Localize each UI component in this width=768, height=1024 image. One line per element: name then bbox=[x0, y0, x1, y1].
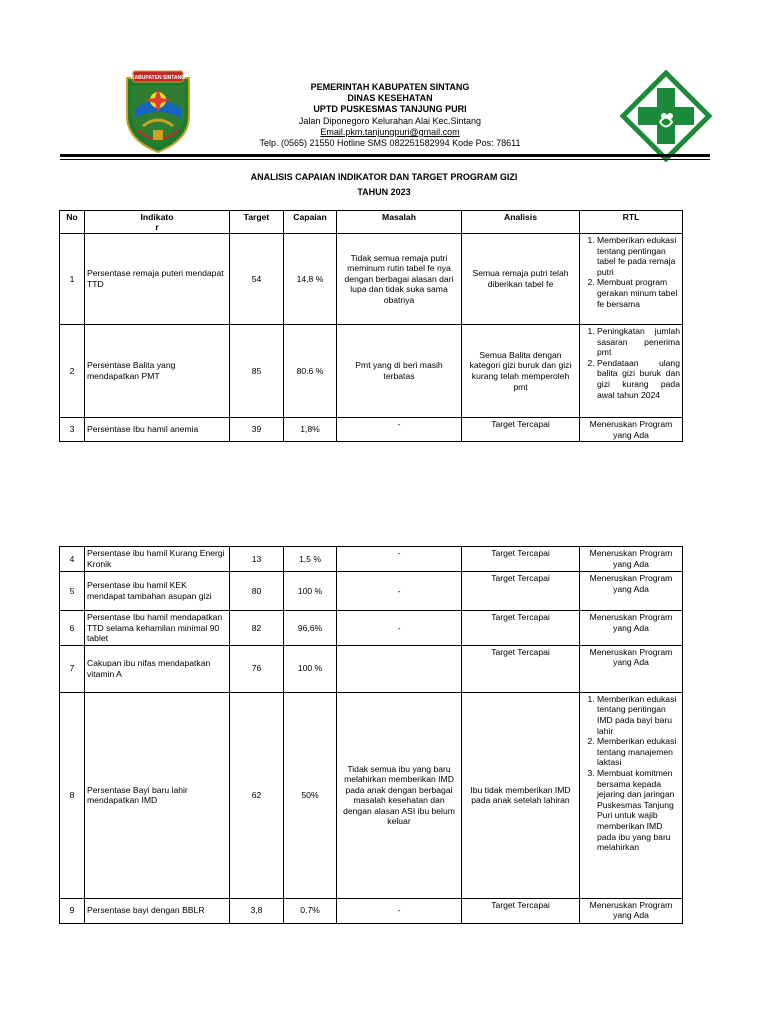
header-divider-thin bbox=[60, 159, 710, 160]
row-capaian: 1,8% bbox=[284, 418, 337, 442]
kabupaten-sintang-seal-icon bbox=[123, 68, 193, 154]
row-masalah bbox=[337, 645, 462, 692]
row-no: 4 bbox=[60, 547, 85, 572]
row-analisis: Target Tercapai bbox=[462, 572, 580, 611]
row-analisis: Target Tercapai bbox=[462, 611, 580, 646]
row-indikator: Persentase remaja puteri mendapat TTD bbox=[85, 234, 230, 325]
department-name: DINAS KESEHATAN bbox=[347, 93, 433, 104]
row-indikator: Persentase Balita yang mendapatkan PMT bbox=[85, 325, 230, 418]
rtl-item: 2. Memberikan edukasi tentang manajemen laktasi bbox=[597, 736, 680, 768]
row-capaian: 1,5 % bbox=[284, 547, 337, 572]
row-target: 39 bbox=[230, 418, 284, 442]
rtl-item: 1. Peningkatan jumlah sasaran penerima pmt bbox=[597, 326, 680, 358]
institution-name: UPTD PUSKESMAS TANJUNG PURI bbox=[313, 104, 467, 115]
column-header-target: Target bbox=[230, 211, 284, 234]
row-target: 54 bbox=[230, 234, 284, 325]
row-rtl: Meneruskan Program yang Ada bbox=[580, 547, 683, 572]
row-masalah: Tidak semua ibu yang baru melahirkan memberikan IMD pada anak dengan berbagai masalah kesehatan dan dengan alasan ASI ibu belum keluar bbox=[337, 692, 462, 898]
row-rtl: Meneruskan Program yang Ada bbox=[580, 645, 683, 692]
title-line-1: ANALISIS CAPAIAN INDIKATOR DAN TARGET PROGRAM GIZI bbox=[250, 172, 518, 182]
row-capaian: 50% bbox=[284, 692, 337, 898]
row-analisis: Semua Balita dengan kategori gizi buruk dan gizi kurang telah memperoleh pmt bbox=[462, 325, 580, 418]
rtl-item: 1. Memberikan edukasi tentang pentingan tabel fe pada remaja putri bbox=[597, 235, 680, 277]
row-no: 6 bbox=[60, 611, 85, 646]
table-row bbox=[60, 547, 683, 572]
puskesmas-logo-icon bbox=[620, 70, 712, 162]
row-indikator: Persentase Bayi baru lahir mendapatkan IMD bbox=[85, 692, 230, 898]
header-divider-thick bbox=[60, 154, 710, 157]
row-rtl: Meneruskan Program yang Ada bbox=[580, 418, 683, 442]
row-indikator: Persentase bayi dengan BBLR bbox=[85, 898, 230, 923]
row-no: 9 bbox=[60, 898, 85, 923]
row-capaian: 0,7% bbox=[284, 898, 337, 923]
table-row bbox=[60, 234, 683, 325]
row-indikator: Persentase ibu hamil Kurang Energi Kronik bbox=[85, 547, 230, 572]
row-target: 80 bbox=[230, 572, 284, 611]
row-no: 2 bbox=[60, 325, 85, 418]
row-capaian: 80.6 % bbox=[284, 325, 337, 418]
row-analisis: Target Tercapai bbox=[462, 898, 580, 923]
letterhead bbox=[0, 0, 768, 170]
row-rtl: Meneruskan Program yang Ada bbox=[580, 611, 683, 646]
letterhead-text bbox=[240, 82, 540, 149]
phone: Telp. (0565) 21550 Hotline SMS 082251582994 Kode Pos: 78611 bbox=[259, 138, 521, 149]
row-analisis: Semua remaja putri telah diberikan tabel fe bbox=[462, 234, 580, 325]
row-analisis: Target Tercapai bbox=[462, 645, 580, 692]
row-rtl bbox=[580, 692, 683, 898]
row-masalah: Pmt yang di beri masih terbatas bbox=[337, 325, 462, 418]
row-no: 7 bbox=[60, 645, 85, 692]
column-header-indikator: Indikato r bbox=[85, 211, 230, 234]
row-target: 85 bbox=[230, 325, 284, 418]
svg-text:KABUPATEN SINTANG: KABUPATEN SINTANG bbox=[130, 75, 186, 81]
row-indikator: Persentase Ibu hamil anemia bbox=[85, 418, 230, 442]
row-masalah: Tidak semua remaja putri meminum rutin tabel fe nya dengan berbagai alasan dari lupa dan tidak suka sama obatnya bbox=[337, 234, 462, 325]
row-analisis: Target Tercapai bbox=[462, 547, 580, 572]
row-capaian: 100 % bbox=[284, 572, 337, 611]
row-no: 3 bbox=[60, 418, 85, 442]
row-target: 62 bbox=[230, 692, 284, 898]
column-header-capaian: Capaian bbox=[284, 211, 337, 234]
column-header-masalah: Masalah bbox=[337, 211, 462, 234]
title-line-2: TAHUN 2023 bbox=[357, 187, 411, 197]
row-target: 76 bbox=[230, 645, 284, 692]
email-link[interactable]: Email.pkm.tanjungpuri@gmail.com bbox=[320, 126, 460, 137]
row-target: 82 bbox=[230, 611, 284, 646]
table-header-row bbox=[60, 211, 683, 234]
table-row bbox=[60, 325, 683, 418]
row-capaian: 14,8 % bbox=[284, 234, 337, 325]
government-name: PEMERINTAH KABUPATEN SINTANG bbox=[310, 82, 470, 92]
table-row bbox=[60, 572, 683, 611]
row-rtl: Meneruskan Program yang Ada bbox=[580, 898, 683, 923]
row-rtl bbox=[580, 325, 683, 418]
rtl-item: 2. Membuat program gerakan minum tabel fe bersama bbox=[597, 277, 680, 309]
analysis-table-part-2 bbox=[59, 546, 683, 924]
column-header-rtl: RTL bbox=[580, 211, 683, 234]
row-indikator: Cakupan ibu nifas mendapatkan vitamin A bbox=[85, 645, 230, 692]
analysis-table-part-1 bbox=[59, 210, 683, 442]
rtl-item: 3. Membuat komitmen bersama kepada jejaring dan jaringan Puskesmas Tanjung Puri untuk wajib memberikan IMD pada ibu yang baru melahirkan bbox=[597, 768, 680, 853]
row-capaian: 100 % bbox=[284, 645, 337, 692]
table-row bbox=[60, 611, 683, 646]
table-row bbox=[60, 418, 683, 442]
row-masalah: - bbox=[337, 418, 462, 442]
rtl-item: 2. Pendataan ulang balita gizi buruk dan gizi kurang pada awal tahun 2024 bbox=[597, 358, 680, 400]
table-row bbox=[60, 692, 683, 898]
row-capaian: 96,6% bbox=[284, 611, 337, 646]
address: Jalan Diponegoro Kelurahan Alai Kec.Sintang bbox=[298, 115, 482, 126]
column-header-analisis: Analisis bbox=[462, 211, 580, 234]
row-no: 5 bbox=[60, 572, 85, 611]
row-no: 8 bbox=[60, 692, 85, 898]
column-header-no: No bbox=[60, 211, 85, 234]
row-indikator: Persentase ibu hamil KEK mendapat tambahan asupan gizi bbox=[85, 572, 230, 611]
row-rtl: Meneruskan Program yang Ada bbox=[580, 572, 683, 611]
row-masalah: - bbox=[337, 611, 462, 646]
row-no: 1 bbox=[60, 234, 85, 325]
rtl-item: 1. Memberikan edukasi tentang pentingan IMD pada bayi baru lahir bbox=[597, 694, 680, 736]
table-row bbox=[60, 645, 683, 692]
document-title bbox=[0, 170, 768, 200]
row-analisis: Ibu tidak memberikan IMD pada anak setelah lahiran bbox=[462, 692, 580, 898]
table-row bbox=[60, 898, 683, 923]
row-rtl bbox=[580, 234, 683, 325]
row-masalah: - bbox=[337, 898, 462, 923]
row-indikator: Persentase Ibu hamil mendapatkan TTD selama kehamilan minimal 90 tablet bbox=[85, 611, 230, 646]
row-masalah: - bbox=[337, 547, 462, 572]
row-analisis: Target Tercapai bbox=[462, 418, 580, 442]
row-target: 3,8 bbox=[230, 898, 284, 923]
row-target: 13 bbox=[230, 547, 284, 572]
row-masalah: - bbox=[337, 572, 462, 611]
